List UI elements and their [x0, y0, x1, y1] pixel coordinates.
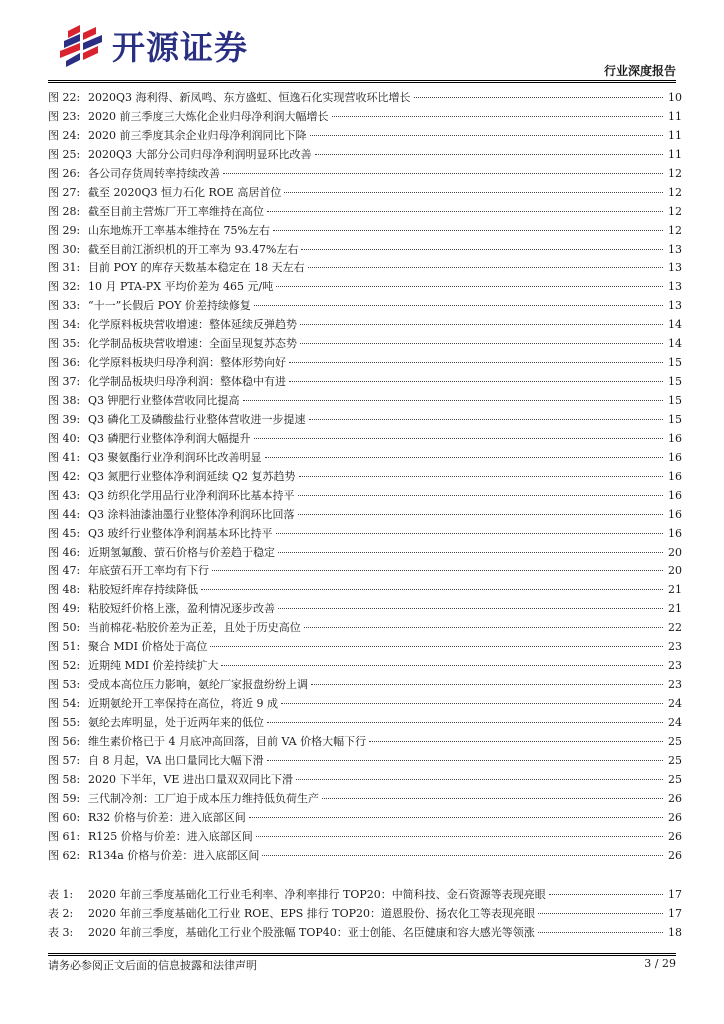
entry-label: 图 56:: [48, 734, 81, 748]
dot-leader: [278, 552, 663, 553]
dot-leader: [256, 836, 663, 837]
dot-leader: [281, 703, 663, 704]
figure-entry[interactable]: [48, 203, 682, 222]
figure-entry[interactable]: [48, 108, 682, 127]
figure-entry[interactable]: [48, 373, 682, 392]
entry-title: 化学原料板块归母净利润：整体形势向好: [88, 356, 286, 370]
entry-label: 图 61:: [48, 829, 81, 843]
dot-leader: [538, 913, 663, 914]
entry-label: 图 52:: [48, 659, 81, 673]
entry-label: 图 35:: [48, 337, 81, 351]
entry-title: 维生素价格已于 4 月底冲高回落，目前 VA 价格大幅下行: [88, 734, 367, 748]
entry-page: 13: [668, 242, 682, 256]
entry-label: 图 34:: [48, 318, 81, 332]
entry-page: 13: [668, 280, 682, 294]
entry-page: 12: [668, 223, 682, 237]
entry-page: 14: [668, 337, 682, 351]
entry-title: 2020 前三季度三大炼化企业归母净利润大幅增长: [88, 109, 329, 123]
entry-label: 图 59:: [48, 791, 81, 805]
entry-page: 15: [668, 394, 682, 407]
entry-page: 26: [668, 810, 682, 824]
entry-label: 图 32:: [48, 280, 81, 294]
entry-title: Q3 氮肥行业整体净利润延续 Q2 复苏趋势: [88, 469, 296, 483]
dot-leader: [301, 249, 663, 250]
entry-label: 表 2:: [48, 906, 74, 920]
entry-page: 16: [668, 469, 682, 483]
entry-page: 21: [668, 583, 682, 597]
entry-title: 截至目前江浙织机的开工率为 93.47%左右: [88, 242, 299, 256]
figure-entry[interactable]: [48, 354, 682, 373]
entry-title: 化学制品板块营收增速：全面呈现复苏态势: [88, 337, 297, 351]
entry-page: 25: [668, 753, 682, 767]
dot-leader: [284, 192, 663, 193]
entry-title: 近期氢氟酸、萤石价格与价差趋于稳定: [88, 545, 275, 559]
entry-title: 氨纶去库明显，处于近两年来的低位: [88, 715, 264, 729]
entry-title: 聚合 MDI 价格处于高位: [88, 640, 208, 654]
entry-title: 山东地炼开工率基本维持在 75%左右: [88, 223, 270, 237]
header-divider: [48, 80, 676, 83]
entry-page: 16: [668, 526, 682, 540]
entry-label: 图 40:: [48, 431, 81, 445]
footer-disclaimer: 请务必参阅正文后面的信息披露和法律声明: [48, 959, 257, 972]
dot-leader: [267, 760, 663, 761]
entry-page: 20: [668, 545, 682, 559]
entry-page: 13: [668, 261, 682, 275]
entry-page: 12: [668, 166, 682, 180]
figure-entry[interactable]: [48, 809, 682, 828]
figure-entry[interactable]: [48, 544, 682, 563]
entry-page: 16: [668, 450, 682, 464]
dot-leader: [310, 135, 664, 136]
entry-label: 表 1:: [48, 888, 74, 901]
dot-leader: [308, 267, 663, 268]
figure-entry[interactable]: [48, 847, 682, 866]
entry-title: 粘胶短纤库存持续降低: [88, 583, 198, 597]
dot-leader: [298, 495, 663, 496]
entry-title: R125 价格与价差：进入底部区间: [88, 829, 253, 843]
entry-label: 图 41:: [48, 450, 81, 464]
figure-entry[interactable]: [48, 695, 682, 714]
entry-title: 2020 下半年，VE 进出口量双双同比下滑: [88, 772, 293, 786]
entry-page: 24: [668, 715, 682, 729]
entry-page: 12: [668, 204, 682, 218]
figure-entry[interactable]: [48, 430, 682, 449]
figure-entry[interactable]: [48, 241, 682, 260]
entry-page: 14: [668, 318, 682, 332]
entry-label: 图 45:: [48, 526, 81, 540]
entry-title: Q3 聚氨酯行业净利润环比改善明显: [88, 450, 262, 464]
entry-title: 化学制品板块归母净利润：整体稳中有进: [88, 375, 286, 389]
dot-leader: [210, 646, 663, 647]
table-entry[interactable]: [48, 905, 682, 924]
entry-label: 图 27:: [48, 185, 81, 199]
figure-entry[interactable]: [48, 335, 682, 354]
entry-title: 当前棉花-粘胶价差为正差，且处于历史高位: [88, 621, 301, 635]
entry-title: 2020Q3 海利得、新凤鸣、东方盛虹、恒逸石化实现营收环比增长: [88, 91, 411, 104]
dot-leader: [249, 817, 663, 818]
entry-label: 图 24:: [48, 128, 81, 142]
entry-page: 24: [668, 697, 682, 710]
logo-mark-icon: [58, 23, 104, 69]
dot-leader: [538, 932, 663, 933]
figure-entry[interactable]: [48, 487, 682, 506]
dot-leader: [304, 627, 663, 628]
entry-page: 21: [668, 602, 682, 616]
dot-leader: [332, 116, 664, 117]
dot-leader: [276, 286, 663, 287]
entry-label: 表 3:: [48, 925, 74, 939]
entry-label: 图 26:: [48, 166, 81, 180]
figure-entry[interactable]: [48, 771, 682, 790]
entry-title: R134a 价格与价差：进入底部区间: [88, 848, 260, 862]
dot-leader: [299, 476, 663, 477]
dot-leader: [289, 381, 663, 382]
entry-title: 2020 年前三季度基础化工行业毛利率、净利率排行 TOP20：中简科技、金石资源等表现亮眼: [88, 888, 546, 901]
entry-title: Q3 钾肥行业整体营收同比提高: [88, 394, 240, 407]
entry-title: 粘胶短纤价格上涨，盈利情况逐步改善: [88, 602, 275, 616]
entry-title: “十一”长假后 POY 价差持续修复: [88, 299, 251, 313]
entry-label: 图 57:: [48, 753, 81, 767]
dot-leader: [322, 798, 663, 799]
entry-label: 图 48:: [48, 583, 81, 597]
figure-entry[interactable]: [48, 600, 682, 619]
entry-title: Q3 玻纤行业整体净利润基本环比持平: [88, 526, 273, 540]
entry-label: 图 58:: [48, 772, 81, 786]
dot-leader: [369, 741, 663, 742]
figure-entry[interactable]: [48, 562, 682, 581]
entry-title: 近期氨纶开工率保持在高位，将近 9 成: [88, 697, 278, 710]
table-entry[interactable]: [48, 886, 682, 905]
entry-page: 23: [668, 659, 682, 673]
entry-page: 10: [668, 91, 682, 104]
figure-entry[interactable]: [48, 449, 682, 468]
entry-page: 16: [668, 488, 682, 502]
entry-page: 23: [668, 678, 682, 692]
dot-leader: [276, 533, 663, 534]
entry-label: 图 23:: [48, 109, 81, 123]
figure-entry[interactable]: [48, 278, 682, 297]
entry-page: 25: [668, 734, 682, 748]
dot-leader: [315, 154, 663, 155]
figure-entry[interactable]: [48, 316, 682, 335]
figure-entry[interactable]: [48, 657, 682, 676]
figure-entry[interactable]: [48, 752, 682, 771]
dot-leader: [254, 438, 663, 439]
figure-entry[interactable]: [48, 638, 682, 657]
entry-label: 图 25:: [48, 147, 81, 161]
dot-leader: [254, 305, 663, 306]
entry-page: 15: [668, 356, 682, 370]
figure-entry[interactable]: [48, 392, 682, 411]
entry-label: 图 42:: [48, 469, 81, 483]
dot-leader: [300, 343, 663, 344]
entry-title: Q3 磷肥行业整体净利润大幅提升: [88, 431, 251, 445]
entry-title: 截至 2020Q3 恒力石化 ROE 高居首位: [88, 185, 282, 199]
dot-leader: [221, 665, 663, 666]
entry-label: 图 28:: [48, 204, 81, 218]
dot-leader: [273, 230, 663, 231]
dot-leader: [289, 362, 663, 363]
entry-page: 17: [668, 906, 682, 920]
entry-page: 22: [668, 621, 682, 635]
dot-leader: [296, 779, 663, 780]
entry-page: 26: [668, 848, 682, 862]
entry-title: 三代制冷剂：工厂迫于成本压力维持低负荷生产: [88, 791, 319, 805]
entry-title: 受成本高位压力影响，氨纶厂家报盘纷纷上调: [88, 678, 308, 692]
dot-leader: [212, 570, 663, 571]
dot-leader: [243, 400, 663, 401]
footer-divider: [48, 953, 676, 956]
entry-label: 图 30:: [48, 242, 81, 256]
entry-title: Q3 涂料油漆油墨行业整体净利润环比回落: [88, 507, 295, 521]
dot-leader: [267, 211, 663, 212]
entry-page: 15: [668, 412, 682, 426]
entry-title: 10 月 PTA-PX 平均价差为 465 元/吨: [88, 280, 274, 294]
entry-title: 2020 年前三季度基础化工行业 ROE、EPS 排行 TOP20：道恩股份、扬农化工等表现亮眼: [88, 906, 536, 920]
figure-entry[interactable]: [48, 619, 682, 638]
entry-page: 11: [668, 128, 682, 142]
company-logo: [58, 22, 248, 69]
logo-text: 开源证券: [112, 28, 248, 67]
figure-entry[interactable]: [48, 828, 682, 847]
table-entry[interactable]: [48, 924, 682, 943]
dot-leader: [311, 684, 663, 685]
dot-leader: [267, 722, 663, 723]
entry-title: 各公司存货周转率持续改善: [88, 166, 220, 180]
figure-entry[interactable]: [48, 297, 682, 316]
entry-label: 图 55:: [48, 715, 81, 729]
entry-title: 目前 POY 的库存天数基本稳定在 18 天左右: [88, 261, 305, 275]
entry-page: 25: [668, 772, 682, 786]
figure-entry[interactable]: [48, 790, 682, 809]
figure-entry[interactable]: [48, 184, 682, 203]
entry-page: 23: [668, 640, 682, 654]
entry-page: 13: [668, 299, 682, 313]
entry-label: 图 29:: [48, 223, 81, 237]
dot-leader: [201, 589, 663, 590]
entry-label: 图 51:: [48, 640, 81, 654]
figure-entry[interactable]: [48, 581, 682, 600]
dot-leader: [278, 608, 663, 609]
dot-leader: [309, 419, 663, 420]
figure-entry[interactable]: [48, 165, 682, 184]
entry-label: 图 33:: [48, 299, 81, 313]
entry-label: 图 49:: [48, 602, 81, 616]
entry-title: 自 8 月起，VA 出口量同比大幅下滑: [88, 753, 264, 767]
entry-label: 图 43:: [48, 488, 81, 502]
entry-page: 20: [668, 564, 682, 578]
figure-entry[interactable]: [48, 146, 682, 165]
entry-label: 图 37:: [48, 375, 81, 389]
entry-title: 截至目前主营炼厂开工率维持在高位: [88, 204, 264, 218]
figure-entry[interactable]: [48, 525, 682, 544]
entry-label: 图 54:: [48, 697, 81, 710]
table-list: [48, 886, 682, 943]
entry-label: 图 22:: [48, 91, 81, 104]
entry-page: 11: [668, 109, 682, 123]
dot-leader: [265, 457, 663, 458]
figure-entry[interactable]: [48, 89, 682, 108]
entry-label: 图 36:: [48, 356, 81, 370]
figure-entry[interactable]: [48, 714, 682, 733]
figure-entry[interactable]: [48, 506, 682, 525]
entry-label: 图 39:: [48, 412, 81, 426]
entry-title: 化学原料板块营收增速：整体延续反弹趋势: [88, 318, 297, 332]
entry-page: 12: [668, 185, 682, 199]
entry-page: 15: [668, 375, 682, 389]
report-type-label: 行业深度报告: [603, 64, 676, 78]
figure-entry[interactable]: [48, 222, 682, 241]
entry-title: 2020 年前三季度，基础化工行业个股涨幅 TOP40：亚士创能、名臣健康和容大感光等领涨: [88, 925, 535, 939]
page-number: 3 / 29: [644, 957, 676, 970]
entry-label: 图 38:: [48, 394, 81, 407]
entry-page: 16: [668, 507, 682, 521]
entry-label: 图 31:: [48, 261, 81, 275]
dot-leader: [549, 894, 663, 895]
entry-title: 2020Q3 大部分公司归母净利润明显环比改善: [88, 147, 312, 161]
dot-leader: [223, 173, 663, 174]
figure-entry[interactable]: [48, 468, 682, 487]
entry-title: 近期纯 MDI 价差持续扩大: [88, 659, 219, 673]
entry-label: 图 46:: [48, 545, 81, 559]
figure-entry[interactable]: [48, 127, 682, 146]
entry-label: 图 44:: [48, 507, 81, 521]
figure-entry[interactable]: [48, 733, 682, 752]
entry-page: 18: [668, 925, 682, 939]
figure-entry[interactable]: [48, 259, 682, 278]
figure-entry[interactable]: [48, 411, 682, 430]
entry-label: 图 62:: [48, 848, 81, 862]
entry-label: 图 60:: [48, 810, 81, 824]
dot-leader: [298, 514, 663, 515]
entry-title: 年底萤石开工率均有下行: [88, 564, 209, 578]
dot-leader: [414, 97, 663, 98]
entry-page: 26: [668, 791, 682, 805]
dot-leader: [262, 855, 663, 856]
dot-leader: [300, 324, 663, 325]
entry-page: 11: [668, 147, 682, 161]
entry-page: 26: [668, 829, 682, 843]
figure-entry[interactable]: [48, 676, 682, 695]
entry-title: Q3 磷化工及磷酸盐行业整体营收进一步提速: [88, 412, 306, 426]
entry-title: R32 价格与价差：进入底部区间: [88, 810, 246, 824]
entry-label: 图 47:: [48, 564, 81, 578]
figure-list: [48, 89, 682, 865]
entry-page: 16: [668, 431, 682, 445]
entry-label: 图 53:: [48, 678, 81, 692]
entry-page: 17: [668, 888, 682, 901]
entry-title: 2020 前三季度其余企业归母净利润同比下降: [88, 128, 307, 142]
entry-label: 图 50:: [48, 621, 81, 635]
entry-title: Q3 纺织化学用品行业净利润环比基本持平: [88, 488, 295, 502]
